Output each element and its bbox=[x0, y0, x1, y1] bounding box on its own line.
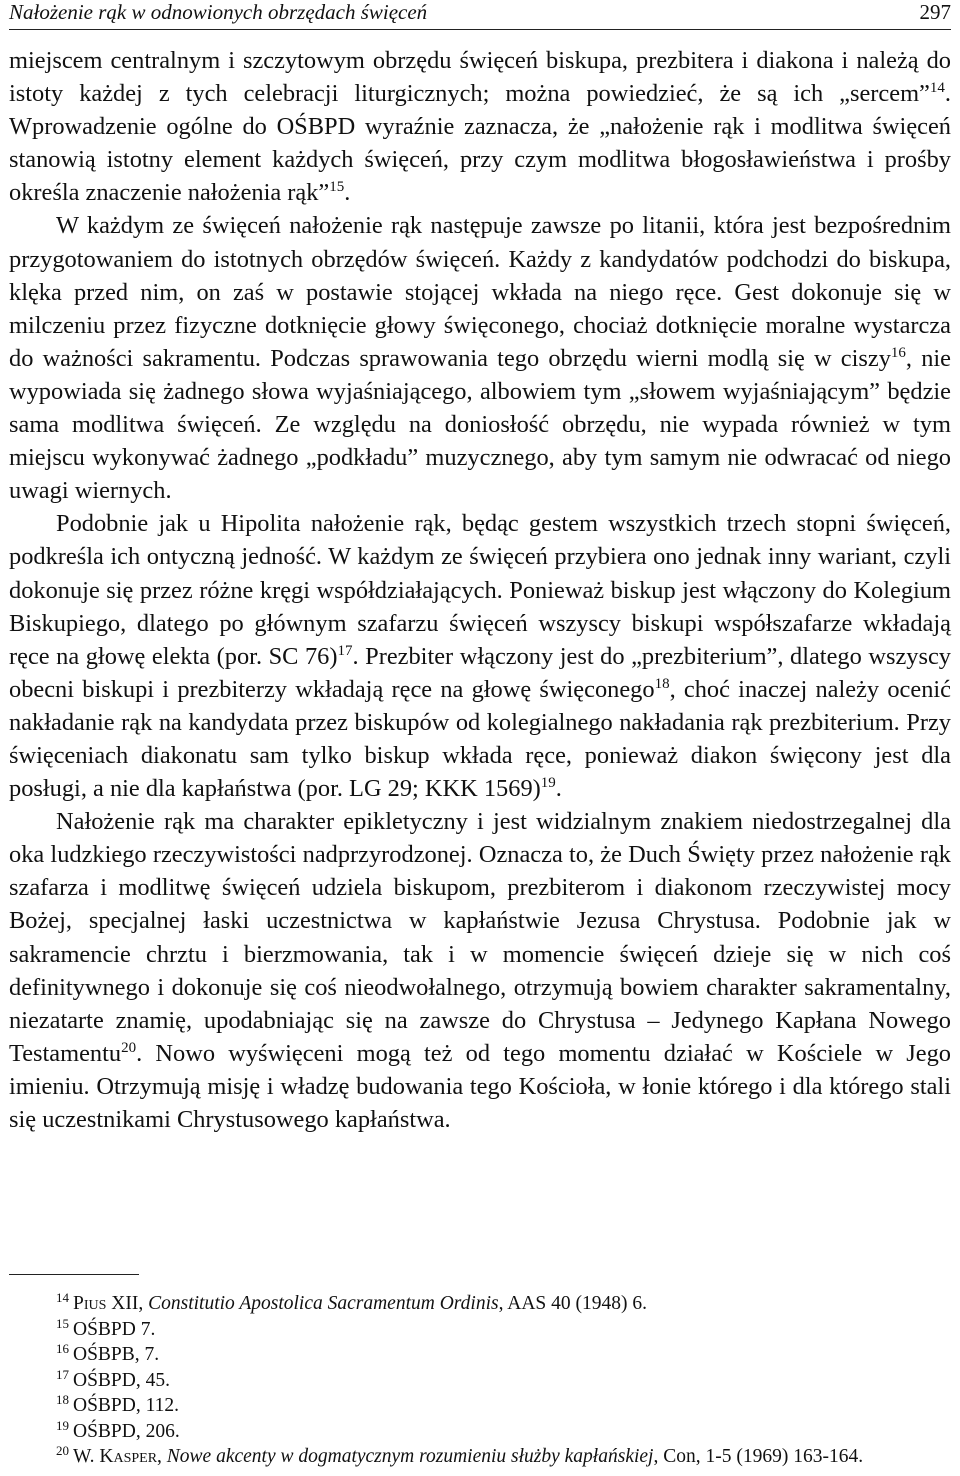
footnote-number: 15 bbox=[56, 1315, 69, 1331]
footnote bbox=[56, 1317, 951, 1343]
page-number: 297 bbox=[919, 0, 951, 24]
body-text bbox=[9, 44, 951, 1136]
text-run: W każdym ze święceń nałożenie rąk następuje zawsze po litanii, która jest bezpośrednim przygotowaniem do istotnych obrzędów święceń. Każdy z kandydatów podchodzi do biskupa, klęka przed nim, on zaś w postawie stojącej wkłada na niego ręce. Gest dokonuje się w milczeniu przez fizyczne dotknięcie głowy święconego, chociaż dotknięcie moralne wystarcza do ważności sakramentu. Podczas sprawowania tego obrzędu wierni modlą się w ciszy bbox=[9, 212, 951, 372]
footnote-number: 16 bbox=[56, 1341, 69, 1356]
text-run: Nałożenie rąk ma charakter epikletyczny i jest widzialnym znakiem niedostrzegalnej dla oka ludzkiego rzeczywistości nadprzyrodzonej. Oznacza to, że Duch Święty przez nałożenie rąk szafarza i modlitwę święceń udziela biskupom, prezbiterom i diakonom rzeczywistej mocy Bożej, specjalnej łaski uczestnictwa w kapłaństwie Jezusa Chrystusa. Podobnie jak w sakramencie chrztu i bierzmowania, tak i w momencie święceń dzieje się w nich coś definitywnego i dokonuje się coś nieodwołalnego, otrzymują bowiem charakter sakramentalny, niezatarte znamię, upodabniając się na zawsze do Chrystusa – Jedynego Kapłana Nowego Testamentu bbox=[9, 808, 951, 1067]
text-run: XII, bbox=[106, 1293, 149, 1314]
author-name: Kasper bbox=[99, 1446, 158, 1467]
running-header bbox=[9, 0, 951, 30]
footnote-ref: 17 bbox=[337, 642, 353, 659]
footnote-separator bbox=[9, 1274, 139, 1275]
text-run: , choć inaczej należy ocenić nakładanie rąk na kandydata przez biskupów od kolegialnego nakładania rąk prezbiterium. Przy święceniach diakonatu sam tylko biskup wkłada ręce, ponieważ diakon święcony jest dla posługi, a nie dla kapłaństwa (por. LG 29; KKK 1569) bbox=[9, 675, 951, 803]
text-run: Podobnie jak u Hipolita nałożenie rąk, będąc gestem wszystkich trzech stopni święceń, podkreśla ich ontyczną jedność. W każdym ze święceń przybiera ono jednak inny wariant, czyli dokonuje się przez różne kręgi współdziałających. Ponieważ biskup jest włączony do Kolegium Biskupiego, dlatego po głównym szafarzu święceń wszyscy biskupi współszafarze wkładają ręce na głowę elekta (por. SC 76) bbox=[9, 510, 951, 670]
text-run: OŚBPD, 45. bbox=[73, 1369, 170, 1391]
paragraph bbox=[9, 507, 951, 805]
author-name: Pius bbox=[73, 1293, 107, 1314]
text-run: . bbox=[555, 775, 562, 803]
footnote bbox=[56, 1444, 951, 1470]
text-run: , bbox=[157, 1446, 167, 1467]
text-run: , AAS 40 (1948) 6. bbox=[498, 1293, 647, 1314]
footnote-number: 17 bbox=[56, 1366, 69, 1382]
footnote-ref: 20 bbox=[121, 1039, 137, 1056]
footnote bbox=[56, 1368, 951, 1394]
text-run: , nie wypowiada się żadnego słowa wyjaśniającego, albowiem tym „słowem wyjaśniającym” będzie sama modlitwa święceń. Ze względu na doniosłość obrzędu, nie wypada również w tym miejscu wykonywać żadnego „podkładu” muzycznego, aby tym samym nie odwracać od niego uwagi wiernych. bbox=[9, 344, 951, 505]
text-run: . Nowo wyświęceni mogą też od tego momentu działać w Kościele w Jego imieniu. Otrzymują misję i władzę budowania tego Kościoła, w łonie którego i dla którego stali się uczestnikami Chrystusowego kapłaństwa. bbox=[9, 1039, 951, 1133]
text-run: . bbox=[344, 179, 351, 207]
italic-title: Nowe akcenty w dogmatycznym rozumieniu służby kapłańskiej bbox=[166, 1446, 654, 1467]
footnote-number: 14 bbox=[56, 1290, 69, 1305]
paragraph bbox=[9, 209, 951, 507]
running-title: Nałożenie rąk w odnowionych obrzędach święceń bbox=[9, 0, 428, 24]
paragraph bbox=[9, 44, 951, 209]
text-run: W. bbox=[73, 1446, 100, 1467]
footnote-ref: 14 bbox=[929, 80, 945, 97]
text-run: . Prezbiter włączony jest do „prezbiterium”, dlatego wszyscy obecni biskupi i prezbiterzy wkładają ręce na głowę święconego bbox=[9, 642, 951, 703]
footnote bbox=[56, 1342, 951, 1368]
text-run: miejscem centralnym i szczytowym obrzędu święceń biskupa, prezbitera i diakona i należą do istoty każdej z tych celebracji liturgicznych; można powiedzieć, że są ich „sercem” bbox=[9, 47, 951, 108]
footnote-number: 18 bbox=[56, 1392, 69, 1407]
paragraph bbox=[9, 805, 951, 1136]
italic-title: Constitutio Apostolica Sacramentum Ordinis bbox=[148, 1293, 499, 1314]
footnotes bbox=[56, 1291, 951, 1470]
footnote-ref: 19 bbox=[540, 775, 556, 792]
footnote bbox=[56, 1393, 951, 1419]
footnote-number: 20 bbox=[56, 1443, 69, 1458]
text-run: OŚBPD 7. bbox=[73, 1318, 156, 1340]
text-run: OŚBPD, 112. bbox=[73, 1395, 180, 1416]
footnote bbox=[56, 1291, 951, 1317]
text-run: , Con, 1-5 (1969) 163-164. bbox=[653, 1446, 864, 1467]
footnote-ref: 18 bbox=[654, 675, 670, 692]
footnote bbox=[56, 1419, 951, 1445]
text-run: OŚBPB, 7. bbox=[73, 1344, 160, 1365]
text-run: . Wprowadzenie ogólne do OŚBPD wyraźnie zaznacza, że „nałożenie rąk i modlitwa święceń stanowią istotny element każdych święceń, przy czym modlitwa błogosławieństwa i prośby określa znaczenie nałożenia rąk” bbox=[9, 80, 951, 207]
footnote-ref: 16 bbox=[890, 344, 906, 361]
footnote-ref: 15 bbox=[329, 179, 345, 196]
text-run: OŚBPD, 206. bbox=[73, 1420, 180, 1442]
footnote-number: 19 bbox=[56, 1417, 69, 1433]
header-rule bbox=[9, 29, 951, 30]
